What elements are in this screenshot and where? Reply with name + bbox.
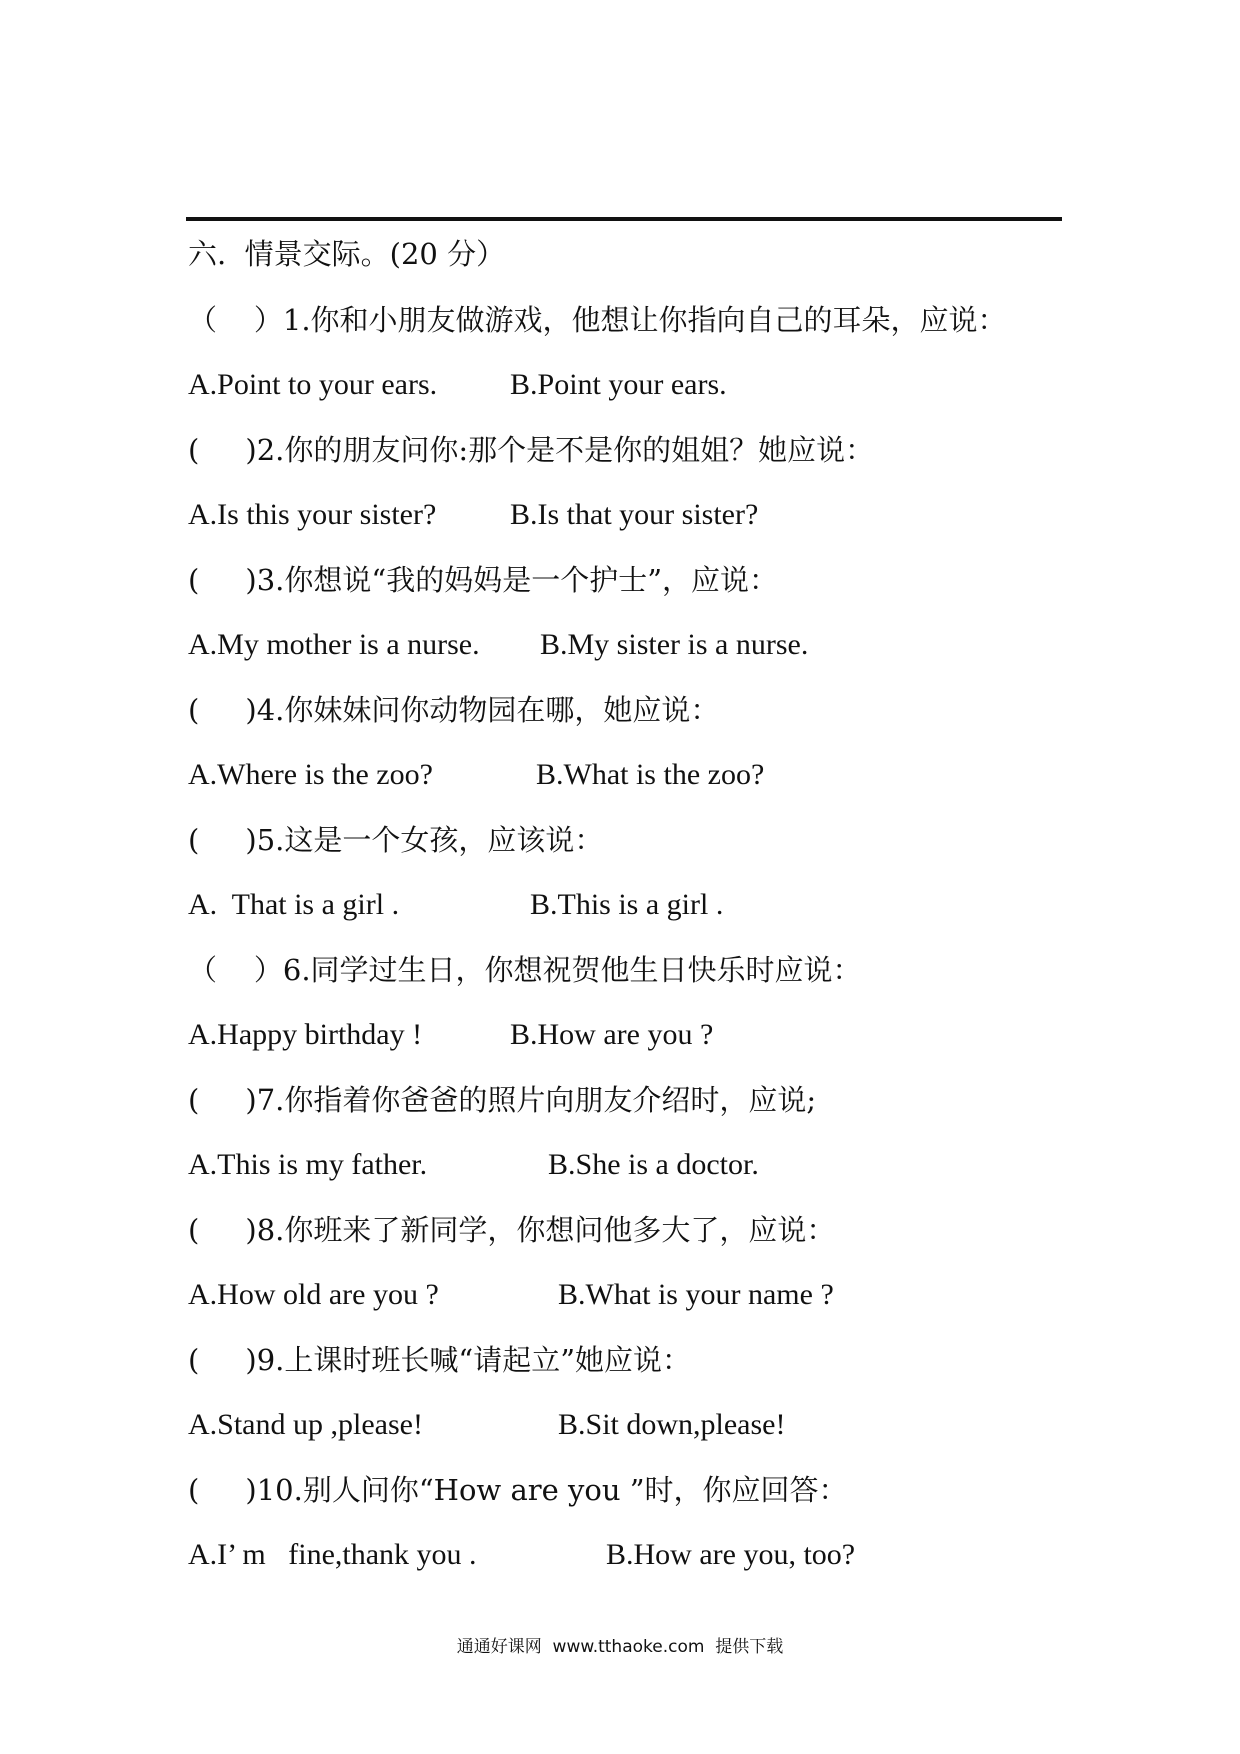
footer-credit: 通通好课网 www.tthaoke.com 提供下载 — [456, 1637, 784, 1657]
option-a-4: A.Where is the zoo? — [188, 758, 433, 791]
option-a-1: A.Point to your ears. — [188, 368, 438, 401]
option-b-5: B.This is a girl . — [530, 888, 724, 921]
option-b-8: B.What is your name ? — [558, 1278, 834, 1311]
header-rule — [186, 217, 1062, 221]
option-b-3: B.My sister is a nurse. — [540, 628, 809, 661]
question-prompt-7: ( )7.你指着你爸爸的照片向朋友介绍时，应说; — [188, 1083, 817, 1117]
question-prompt-5: ( )5.这是一个女孩，应该说： — [188, 823, 604, 857]
option-a-10: A.I’ m fine,thank you . — [188, 1538, 477, 1571]
question-prompt-9: ( )9.上课时班长喊“请起立”她应说： — [188, 1343, 692, 1377]
question-prompt-6: （ ）6.同学过生日，你想祝贺他生日快乐时应说： — [188, 953, 862, 987]
question-prompt-8: ( )8.你班来了新同学，你想问他多大了，应说： — [188, 1213, 836, 1247]
option-b-9: B.Sit down,please! — [558, 1408, 786, 1441]
option-a-3: A.My mother is a nurse. — [188, 628, 480, 661]
question-prompt-10: ( )10.别人问你“How are you ”时，你应回答： — [188, 1473, 848, 1507]
question-prompt-3: ( )3.你想说“我的妈妈是一个护士”，应说： — [188, 563, 779, 597]
option-a-5: A. That is a girl . — [188, 888, 400, 921]
option-a-7: A.This is my father. — [188, 1148, 428, 1181]
option-b-2: B.Is that your sister? — [510, 498, 759, 531]
question-options-10 — [188, 1537, 856, 1645]
question-prompt-4: ( )4.你妹妹问你动物园在哪，她应说： — [188, 693, 720, 727]
option-a-8: A.How old are you ? — [188, 1278, 439, 1311]
option-b-4: B.What is the zoo? — [536, 758, 765, 791]
option-b-7: B.She is a doctor. — [548, 1148, 759, 1181]
option-a-2: A.Is this your sister? — [188, 498, 437, 531]
section-title: 六. 情景交际。(20 分） — [188, 237, 506, 271]
option-b-10: B.How are you, too? — [606, 1538, 856, 1571]
question-prompt-1: （ ）1.你和小朋友做游戏，他想让你指向自己的耳朵，应说： — [188, 303, 1007, 337]
option-b-1: B.Point your ears. — [510, 368, 727, 401]
option-a-6: A.Happy birthday ! — [188, 1018, 423, 1051]
question-prompt-2: ( )2.你的朋友问你:那个是不是你的姐姐？她应说： — [188, 433, 875, 467]
option-a-9: A.Stand up ,please! — [188, 1408, 423, 1441]
option-b-6: B.How are you ? — [510, 1018, 714, 1051]
